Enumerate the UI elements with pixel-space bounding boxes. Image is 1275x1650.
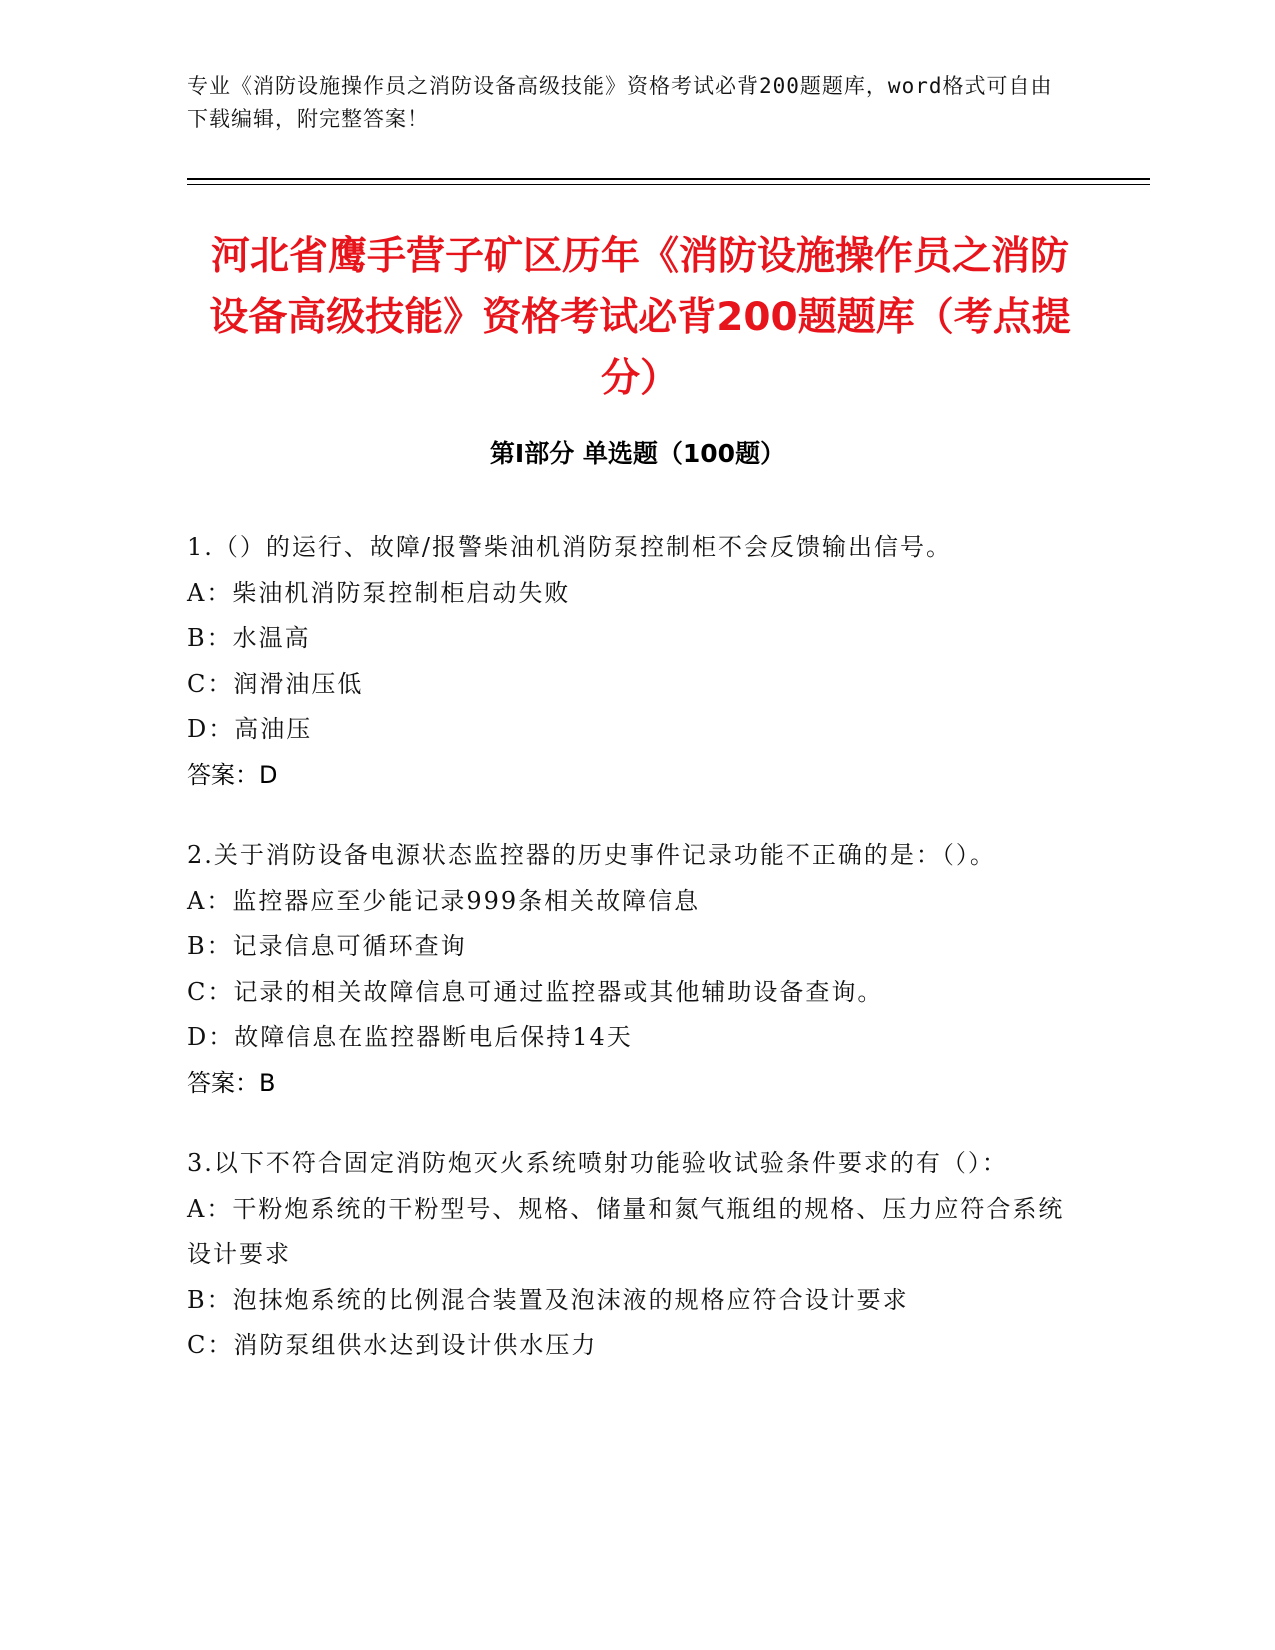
- option-c: C：润滑油压低: [187, 669, 364, 698]
- question-list: [187, 525, 1067, 1404]
- question-1: [187, 525, 1067, 798]
- header-note: 专业《消防设施操作员之消防设备高级技能》资格考试必背200题题库，word格式可自由下载编辑，附完整答案！: [187, 74, 1053, 131]
- question-stem: 3.以下不符合固定消防炮灭火系统喷射功能验收试验条件要求的有（）：: [187, 1149, 1008, 1177]
- answer-text: 答案：D: [187, 760, 278, 789]
- option-d: D：高油压: [187, 715, 313, 743]
- document-title: 河北省鹰手营子矿区历年《消防设施操作员之消防设备高级技能》资格考试必背200题题库（考点提分）: [209, 234, 1071, 401]
- option-a: A：监控器应至少能记录999条相关故障信息: [187, 886, 701, 915]
- question-3: [187, 1141, 1067, 1369]
- option-d: D：故障信息在监控器断电后保持14天: [187, 1023, 633, 1051]
- answer-text: 答案：B: [187, 1068, 276, 1097]
- question-stem: 2.关于消防设备电源状态监控器的历史事件记录功能不正确的是：（）。: [187, 841, 996, 869]
- option-b: B：泡抹炮系统的比例混合装置及泡沫液的规格应符合设计要求: [187, 1285, 909, 1314]
- question-2: [187, 833, 1067, 1106]
- section-title: 第I部分 单选题（100题）: [489, 439, 786, 468]
- option-b: B：水温高: [187, 624, 311, 652]
- option-a: A：干粉炮系统的干粉型号、规格、储量和氮气瓶组的规格、压力应符合系统设计要求: [187, 1194, 1065, 1268]
- option-b: B：记录信息可循环查询: [187, 932, 467, 960]
- question-stem: 1.（）的运行、故障/报警柴油机消防泵控制柜不会反馈输出信号。: [187, 533, 952, 561]
- header-divider-thin: [187, 184, 1150, 185]
- header-divider-thick: [187, 178, 1150, 180]
- option-c: C：消防泵组供水达到设计供水压力: [187, 1331, 598, 1359]
- option-c: C：记录的相关故障信息可通过监控器或其他辅助设备查询。: [187, 977, 884, 1006]
- option-a: A：柴油机消防泵控制柜启动失败: [187, 578, 571, 607]
